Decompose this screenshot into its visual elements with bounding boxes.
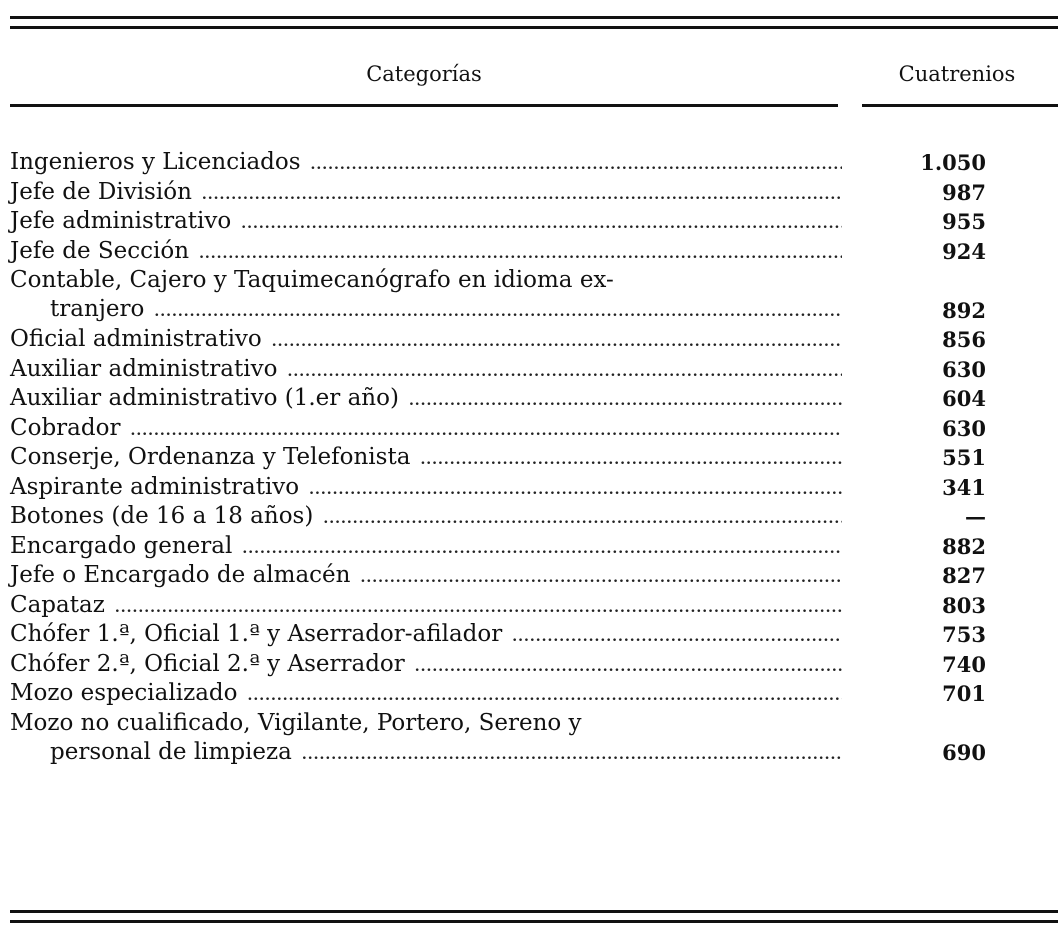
table-row (10, 620, 1052, 650)
header-underline-cuatrenios (862, 104, 1058, 107)
top-double-rule-lower (10, 26, 1058, 29)
dot-leader (130, 417, 842, 446)
row-value: 690 (942, 740, 986, 765)
row-value: 740 (942, 651, 986, 677)
top-double-rule-upper (10, 16, 1058, 19)
bottom-double-rule-lower (10, 920, 1058, 923)
table-row (10, 561, 1052, 591)
row-value: 803 (942, 592, 986, 618)
row-category-line1: Mozo no cualificado, Vigilante, Portero, Sereno y (10, 709, 582, 736)
header-underline-categorias (10, 104, 838, 107)
row-category: Oficial administrativo (10, 326, 262, 352)
row-category: Chófer 2.ª, Oficial 2.ª y Aserrador (10, 650, 405, 677)
row-value: 753 (942, 622, 986, 647)
dot-leader (323, 505, 842, 534)
dot-leader (241, 210, 842, 239)
row-category: Jefe de Sección (10, 237, 190, 264)
dot-leader (409, 387, 842, 416)
row-category-line2: tranjero (50, 296, 145, 322)
table-row (10, 679, 1052, 709)
table-row (10, 207, 1052, 237)
table-row (10, 414, 1052, 444)
table-body (10, 148, 1052, 768)
dot-leader (202, 181, 842, 210)
row-value: 955 (942, 209, 986, 234)
column-header-categorias: Categorías (366, 62, 482, 86)
row-value: 924 (942, 238, 986, 264)
dot-leader (115, 594, 842, 623)
dot-leader (309, 476, 842, 505)
row-category: Ingenieros y Licenciados (10, 149, 301, 175)
table-row (10, 178, 1052, 208)
row-category: Cobrador (10, 414, 121, 441)
dot-leader (154, 298, 842, 327)
row-category: Encargado general (10, 532, 233, 559)
row-value: 701 (942, 681, 986, 706)
bottom-double-rule-upper (10, 910, 1058, 913)
row-value: 827 (942, 563, 986, 588)
table-row (10, 148, 1052, 178)
row-category-line1: Contable, Cajero y Taquimecanógrafo en idioma ex- (10, 267, 614, 293)
row-category: Botones (de 16 a 18 años) (10, 503, 314, 529)
row-value: 882 (942, 533, 986, 559)
table-row (10, 384, 1052, 414)
row-value-empty-dash: — (965, 504, 986, 529)
dot-leader (311, 151, 842, 180)
row-category: Auxiliar administrativo (1.er año) (10, 385, 399, 411)
table-row (10, 237, 1052, 267)
table-row (10, 502, 1052, 532)
row-value: 630 (942, 356, 986, 382)
dot-leader (242, 535, 842, 564)
row-category: Conserje, Ordenanza y Telefonista (10, 444, 411, 470)
row-category: Jefe administrativo (10, 208, 232, 234)
dot-leader (415, 653, 842, 682)
table-row (10, 355, 1052, 385)
row-category: Mozo especializado (10, 680, 238, 706)
table-row (10, 709, 1052, 768)
dot-leader (360, 564, 842, 593)
table-row (10, 443, 1052, 473)
row-category: Capataz (10, 591, 105, 618)
dot-leader (420, 446, 842, 475)
row-category: Chófer 1.ª, Oficial 1.ª y Aserrador-afilador (10, 621, 503, 647)
row-value: 856 (942, 327, 986, 352)
row-category-line2: personal de limpieza (50, 738, 292, 765)
row-value: 892 (942, 297, 986, 323)
dot-leader (512, 623, 842, 652)
table-row (10, 266, 1052, 325)
row-value: 1.050 (920, 150, 986, 175)
row-category: Auxiliar administrativo (10, 355, 278, 382)
column-header-cuatrenios: Cuatrenios (898, 62, 1016, 86)
table-row (10, 532, 1052, 562)
row-value: 341 (942, 474, 986, 500)
table-row (10, 473, 1052, 503)
row-category: Aspirante administrativo (10, 473, 300, 500)
dot-leader (247, 682, 842, 711)
table-row (10, 591, 1052, 621)
dot-leader (272, 328, 842, 357)
row-category: Jefe o Encargado de almacén (10, 562, 351, 588)
table-row (10, 325, 1052, 355)
row-category: Jefe de División (10, 178, 192, 205)
row-value: 987 (942, 179, 986, 205)
row-value: 551 (942, 445, 986, 470)
dot-leader (302, 741, 842, 770)
row-value: 604 (942, 386, 986, 411)
row-value: 630 (942, 415, 986, 441)
table-row (10, 650, 1052, 680)
dot-leader (287, 358, 842, 387)
dot-leader (199, 240, 842, 269)
